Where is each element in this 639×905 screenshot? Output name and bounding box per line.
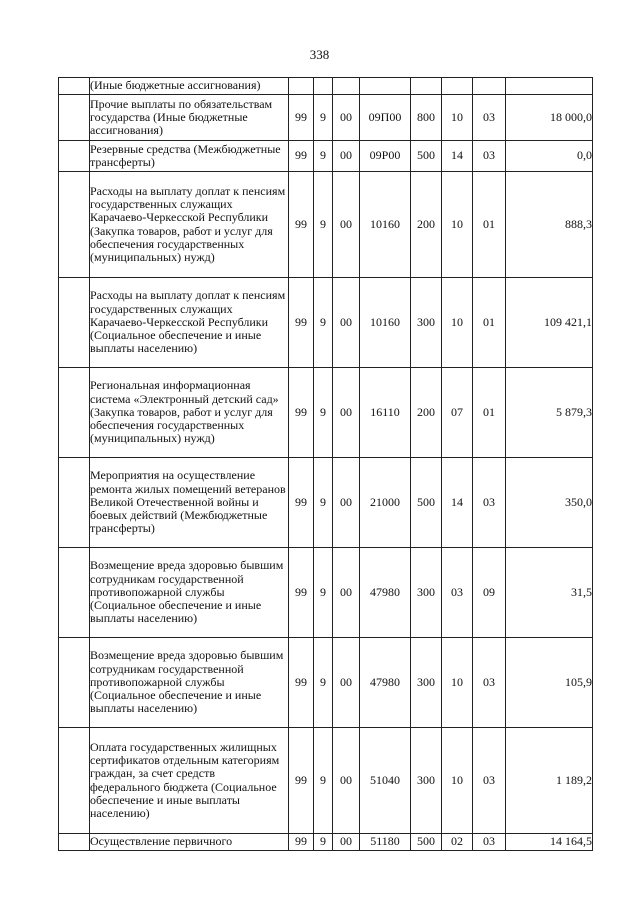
row-blank-cell — [59, 728, 90, 834]
code-direction: 00 — [333, 834, 360, 851]
code-target: 47980 — [360, 548, 411, 638]
table-row — [59, 458, 593, 548]
amount-cell: 888,3 — [506, 172, 593, 278]
code-subsection: 03 — [473, 834, 506, 851]
code-program: 99 — [289, 172, 314, 278]
table-row — [59, 728, 593, 834]
code-subprogram: 9 — [314, 834, 333, 851]
table-row — [59, 834, 593, 851]
table-row — [59, 278, 593, 368]
code-section: 02 — [442, 834, 473, 851]
row-name-cell: Расходы на выплату доплат к пенсиям государственных служащих Карачаево-Черкесской Республики (Закупка товаров, работ и услуг для обеспечения государственных (муниципальных) нужд) — [90, 172, 289, 278]
code-target: 21000 — [360, 458, 411, 548]
amount-cell: 5 879,3 — [506, 368, 593, 458]
row-blank-cell — [59, 278, 90, 368]
budget-table — [58, 77, 593, 851]
code-subsection: 01 — [473, 278, 506, 368]
code-section: 03 — [442, 548, 473, 638]
row-name-cell: Возмещение вреда здоровью бывшим сотрудникам государственной противопожарной службы (Социальное обеспечение и иные выплаты населению) — [90, 638, 289, 728]
code-section: 10 — [442, 172, 473, 278]
code-subprogram: 9 — [314, 638, 333, 728]
code-subsection: 03 — [473, 458, 506, 548]
row-name-cell: Прочие выплаты по обязательствам государства (Иные бюджетные ассигнования) — [90, 95, 289, 141]
amount-cell: 109 421,1 — [506, 278, 593, 368]
code-expense-type: 800 — [411, 95, 442, 141]
code-target: 10160 — [360, 278, 411, 368]
table-row — [59, 78, 593, 95]
amount-cell — [506, 78, 593, 95]
code-expense-type — [411, 78, 442, 95]
code-section: 10 — [442, 638, 473, 728]
row-name-cell: Мероприятия на осуществление ремонта жилых помещений ветеранов Великой Отечественной войны и боевых действий (Межбюджетные трансферты) — [90, 458, 289, 548]
code-section: 14 — [442, 141, 473, 172]
row-blank-cell — [59, 834, 90, 851]
table-row — [59, 638, 593, 728]
code-subsection: 03 — [473, 728, 506, 834]
code-direction: 00 — [333, 638, 360, 728]
row-name-cell: Региональная информационная система «Электронный детский сад» (Закупка товаров, работ и услуг для обеспечения государственных (муниципальных) нужд) — [90, 368, 289, 458]
row-name-cell: Резервные средства (Межбюджетные трансферты) — [90, 141, 289, 172]
row-blank-cell — [59, 141, 90, 172]
code-expense-type: 300 — [411, 548, 442, 638]
row-name-cell: Расходы на выплату доплат к пенсиям государственных служащих Карачаево-Черкесской Республики (Социальное обеспечение и иные выплаты населению) — [90, 278, 289, 368]
code-target: 47980 — [360, 638, 411, 728]
budget-table-body — [59, 78, 593, 851]
code-direction: 00 — [333, 728, 360, 834]
amount-cell: 105,9 — [506, 638, 593, 728]
code-target: 16110 — [360, 368, 411, 458]
row-blank-cell — [59, 78, 90, 95]
code-subprogram: 9 — [314, 278, 333, 368]
code-subprogram: 9 — [314, 548, 333, 638]
code-subsection: 09 — [473, 548, 506, 638]
amount-cell: 0,0 — [506, 141, 593, 172]
code-program — [289, 78, 314, 95]
code-section: 10 — [442, 278, 473, 368]
row-blank-cell — [59, 95, 90, 141]
amount-cell: 31,5 — [506, 548, 593, 638]
table-row — [59, 141, 593, 172]
code-direction: 00 — [333, 172, 360, 278]
amount-cell: 350,0 — [506, 458, 593, 548]
amount-cell: 1 189,2 — [506, 728, 593, 834]
code-expense-type: 300 — [411, 638, 442, 728]
row-name-cell: Осуществление первичного — [90, 834, 289, 851]
code-subprogram: 9 — [314, 728, 333, 834]
code-direction: 00 — [333, 548, 360, 638]
code-section: 07 — [442, 368, 473, 458]
code-direction: 00 — [333, 458, 360, 548]
code-expense-type: 300 — [411, 728, 442, 834]
code-expense-type: 500 — [411, 141, 442, 172]
row-blank-cell — [59, 548, 90, 638]
code-expense-type: 200 — [411, 368, 442, 458]
code-section: 10 — [442, 95, 473, 141]
code-subprogram: 9 — [314, 172, 333, 278]
code-subsection: 03 — [473, 95, 506, 141]
table-row — [59, 95, 593, 141]
code-subprogram: 9 — [314, 458, 333, 548]
code-target: 10160 — [360, 172, 411, 278]
code-program: 99 — [289, 638, 314, 728]
row-blank-cell — [59, 458, 90, 548]
amount-cell: 14 164,5 — [506, 834, 593, 851]
code-expense-type: 500 — [411, 834, 442, 851]
code-program: 99 — [289, 548, 314, 638]
code-direction: 00 — [333, 278, 360, 368]
code-subsection: 01 — [473, 172, 506, 278]
code-target: 51180 — [360, 834, 411, 851]
code-subprogram: 9 — [314, 95, 333, 141]
code-target: 51040 — [360, 728, 411, 834]
code-subsection: 01 — [473, 368, 506, 458]
code-program: 99 — [289, 95, 314, 141]
code-section: 10 — [442, 728, 473, 834]
row-name-cell: Оплата государственных жилищных сертификатов отдельным категориям граждан, за счет средств федерального бюджета (Социальное обеспечение и иные выплаты населению) — [90, 728, 289, 834]
row-blank-cell — [59, 368, 90, 458]
code-direction: 00 — [333, 141, 360, 172]
code-direction — [333, 78, 360, 95]
code-subsection — [473, 78, 506, 95]
code-direction: 00 — [333, 95, 360, 141]
code-program: 99 — [289, 141, 314, 172]
code-subsection: 03 — [473, 638, 506, 728]
table-row — [59, 548, 593, 638]
code-direction: 00 — [333, 368, 360, 458]
table-row — [59, 368, 593, 458]
code-target — [360, 78, 411, 95]
row-blank-cell — [59, 638, 90, 728]
page-number: 338 — [309, 47, 330, 62]
row-name-cell: (Иные бюджетные ассигнования) — [90, 78, 289, 95]
row-name-cell: Возмещение вреда здоровью бывшим сотрудникам государственной противопожарной службы (Социальное обеспечение и иные выплаты населению) — [90, 548, 289, 638]
code-subsection: 03 — [473, 141, 506, 172]
code-subprogram — [314, 78, 333, 95]
code-program: 99 — [289, 728, 314, 834]
code-expense-type: 300 — [411, 278, 442, 368]
table-row — [59, 172, 593, 278]
code-program: 99 — [289, 278, 314, 368]
code-subprogram: 9 — [314, 368, 333, 458]
code-subprogram: 9 — [314, 141, 333, 172]
code-expense-type: 200 — [411, 172, 442, 278]
code-target: 09Р00 — [360, 141, 411, 172]
amount-cell: 18 000,0 — [506, 95, 593, 141]
code-target: 09П00 — [360, 95, 411, 141]
code-expense-type: 500 — [411, 458, 442, 548]
code-section — [442, 78, 473, 95]
row-blank-cell — [59, 172, 90, 278]
code-section: 14 — [442, 458, 473, 548]
code-program: 99 — [289, 368, 314, 458]
code-program: 99 — [289, 834, 314, 851]
code-program: 99 — [289, 458, 314, 548]
